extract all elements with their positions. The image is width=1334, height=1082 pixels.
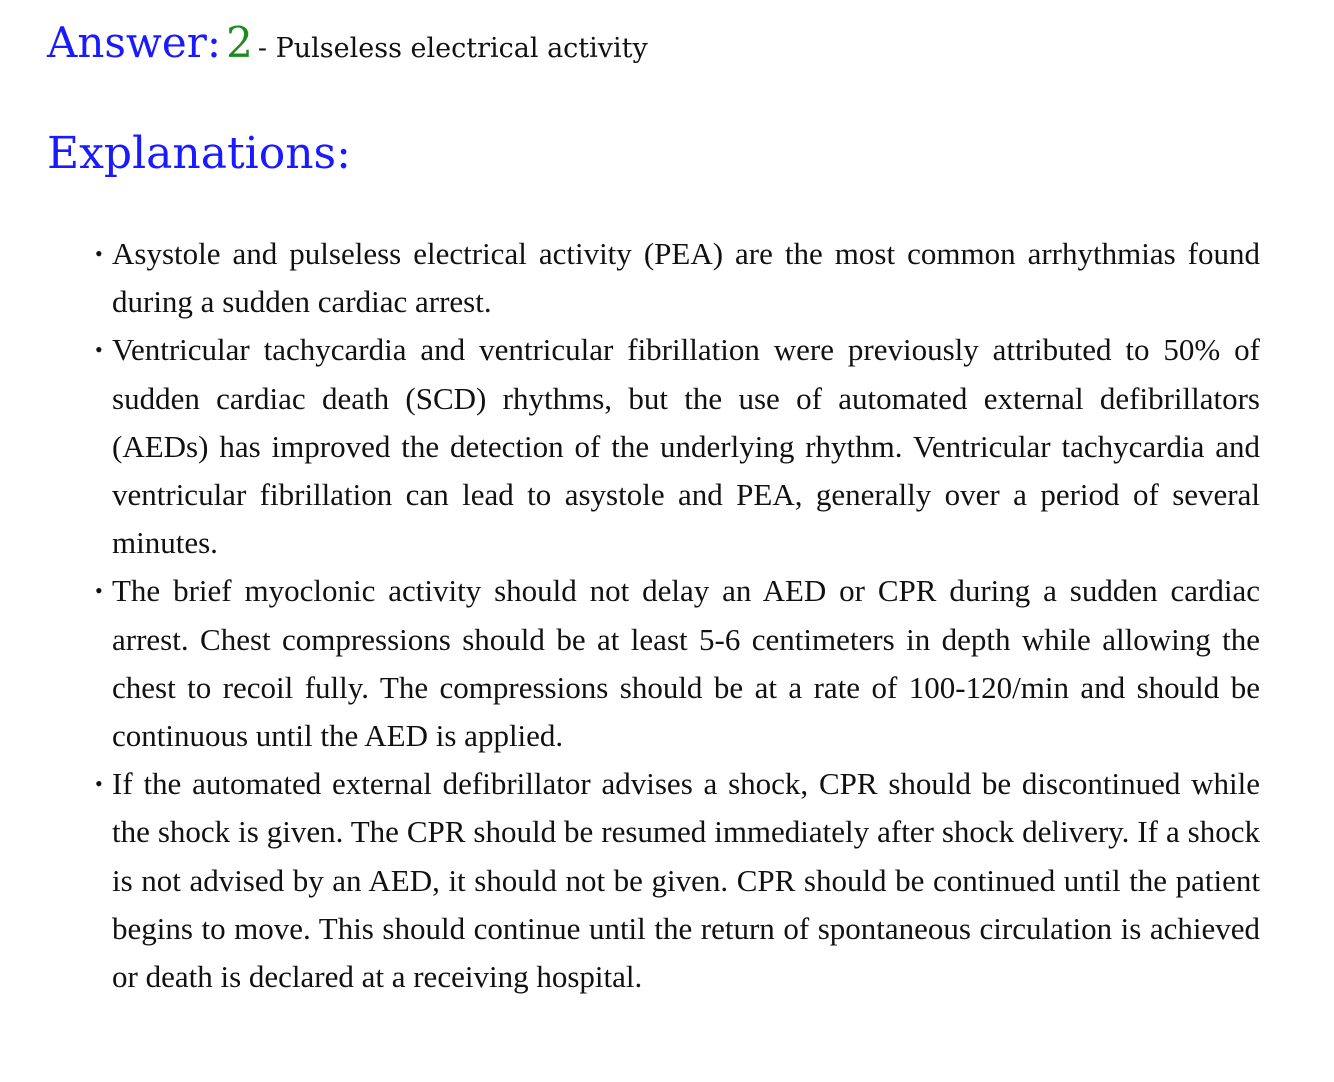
bullet-icon: • — [95, 241, 103, 266]
list-item — [90, 326, 1260, 567]
list-item — [90, 230, 1260, 326]
explanation-text: If the automated external defibrillator advises a shock, CPR should be discontinued while the shock is given. The CPR should be resumed immediately after shock delivery. If a shock is not advised by an AED, it should not be given. CPR should be continued until the patient begins to move. This should continue until the return of spontaneous circulation is achieved or death is declared at a receiving hospital. — [112, 766, 1260, 995]
explanations-title: Explanations: — [47, 128, 351, 179]
explanation-text: Ventricular tachycardia and ventricular fibrillation were previously attributed to 50% of sudden cardiac death (SCD) rhythms, but the use of automated external defibrillators (AEDs) has improved the detection of the underlying rhythm. Ventricular tachycardia and ventricular fibrillation can lead to asystole and PEA, generally over a period of several minutes. — [112, 332, 1260, 561]
answer-number: 2 — [226, 18, 253, 67]
explanations-list — [90, 230, 1260, 1001]
answer-line — [47, 18, 648, 67]
explanation-text: Asystole and pulseless electrical activity (PEA) are the most common arrhythmias found during a sudden cardiac arrest. — [112, 236, 1260, 320]
list-item — [90, 567, 1260, 760]
answer-text: - Pulseless electrical activity — [257, 33, 648, 64]
explanation-text: The brief myoclonic activity should not delay an AED or CPR during a sudden cardiac arrest. Chest compressions should be at least 5-6 centimeters in depth while allowing the chest to recoil fully. The compressions should be at a rate of 100-120/min and should be continuous until the AED is applied. — [112, 573, 1260, 754]
answer-label: Answer: — [47, 18, 221, 67]
list-item — [90, 760, 1260, 1001]
bullet-icon: • — [95, 337, 103, 363]
bullet-icon: • — [95, 578, 103, 604]
bullet-icon: • — [95, 771, 103, 797]
